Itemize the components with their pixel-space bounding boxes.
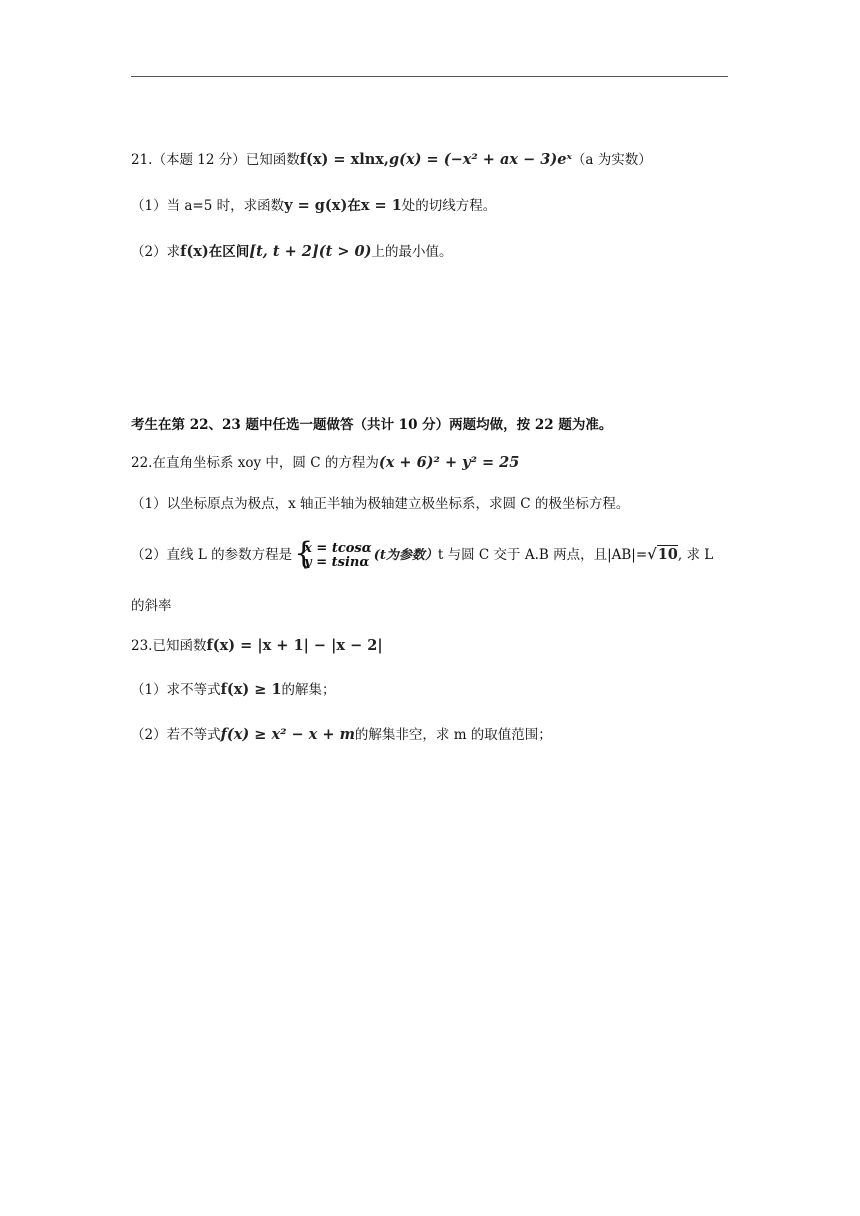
- q23-p1-prefix: （1）求不等式: [131, 682, 221, 698]
- q23-part1: [131, 680, 336, 700]
- q23-prefix: 23.已知函数: [131, 638, 207, 654]
- q23-p2-prefix: （2）若不等式: [131, 727, 221, 743]
- sqrt-expression: √10: [647, 546, 678, 563]
- q21-p1-math-x: x = 1: [360, 197, 402, 214]
- left-brace-icon: {: [294, 535, 314, 571]
- q22-p2-suffix: , 求 L: [677, 547, 714, 563]
- q21-p2-mid: 在区间: [208, 244, 250, 260]
- q23-p2-suffix: 的解集非空，求 m 的取值范围；: [354, 727, 552, 743]
- q21-part1: [131, 196, 496, 216]
- q22-stem: [131, 453, 519, 473]
- q21-stem: [131, 150, 652, 170]
- q21-f-definition: f(x) = xlnx,: [299, 151, 389, 168]
- q21-p2-prefix: （2）求: [131, 244, 181, 260]
- q22-circle-equation: (x + 6)² + y² = 25: [378, 454, 520, 471]
- q23-f-definition: f(x) = |x + 1| − |x − 2|: [206, 637, 383, 654]
- q22-part2-continued: 的斜率: [131, 598, 172, 614]
- param-row-y: y = tsinα: [304, 554, 370, 570]
- q21-g-definition: g(x) = (−x² + ax − 3)eˣ: [388, 151, 572, 168]
- q22-prefix: 22.在直角坐标系 xoy 中，圆 C 的方程为: [131, 455, 379, 471]
- q21-p2-math-f: f(x): [180, 243, 209, 260]
- q23-stem: [131, 636, 383, 656]
- q21-p2-math-interval: [t, t + 2](t > 0): [249, 243, 372, 260]
- q23-p2-math: f(x) ≥ x² − x + m: [220, 726, 355, 743]
- q21-p1-math-y: y = g(x): [284, 197, 348, 214]
- header-rule: [131, 76, 728, 77]
- q21-p1-prefix: （1）当 a=5 时，求函数: [131, 198, 285, 214]
- q22-p2-prefix: （2）直线 L 的参数方程是: [131, 547, 293, 563]
- q21-p2-suffix: 上的最小值。: [371, 244, 453, 260]
- parametric-system: [294, 535, 372, 571]
- q23-part2: [131, 725, 552, 745]
- param-row-x: x = tcosα: [304, 540, 372, 556]
- sqrt-value: 10: [657, 546, 678, 563]
- q22-p2-mid: t 与圆 C 交于 A.B 两点，且|AB|=: [437, 547, 648, 563]
- q22-part1: （1）以坐标原点为极点，x 轴正半轴为极轴建立极坐标系，求圆 C 的极坐标方程。: [131, 496, 630, 512]
- q23-p1-math: f(x) ≥ 1: [220, 681, 282, 698]
- q23-p1-suffix: 的解集；: [281, 682, 336, 698]
- selection-notice: 考生在第 22、23 题中任选一题做答（共计 10 分）两题均做，按 22 题为准。: [131, 417, 613, 433]
- q21-p1-suffix: 处的切线方程。: [401, 198, 497, 214]
- q21-suffix: （a 为实数）: [571, 152, 652, 168]
- q22-part2: [131, 535, 714, 573]
- q21-part2: [131, 242, 453, 262]
- q21-p1-mid: 在: [347, 198, 361, 214]
- param-note: (t为参数）: [373, 548, 438, 563]
- q21-prefix: 21.（本题 12 分）已知函数: [131, 152, 300, 168]
